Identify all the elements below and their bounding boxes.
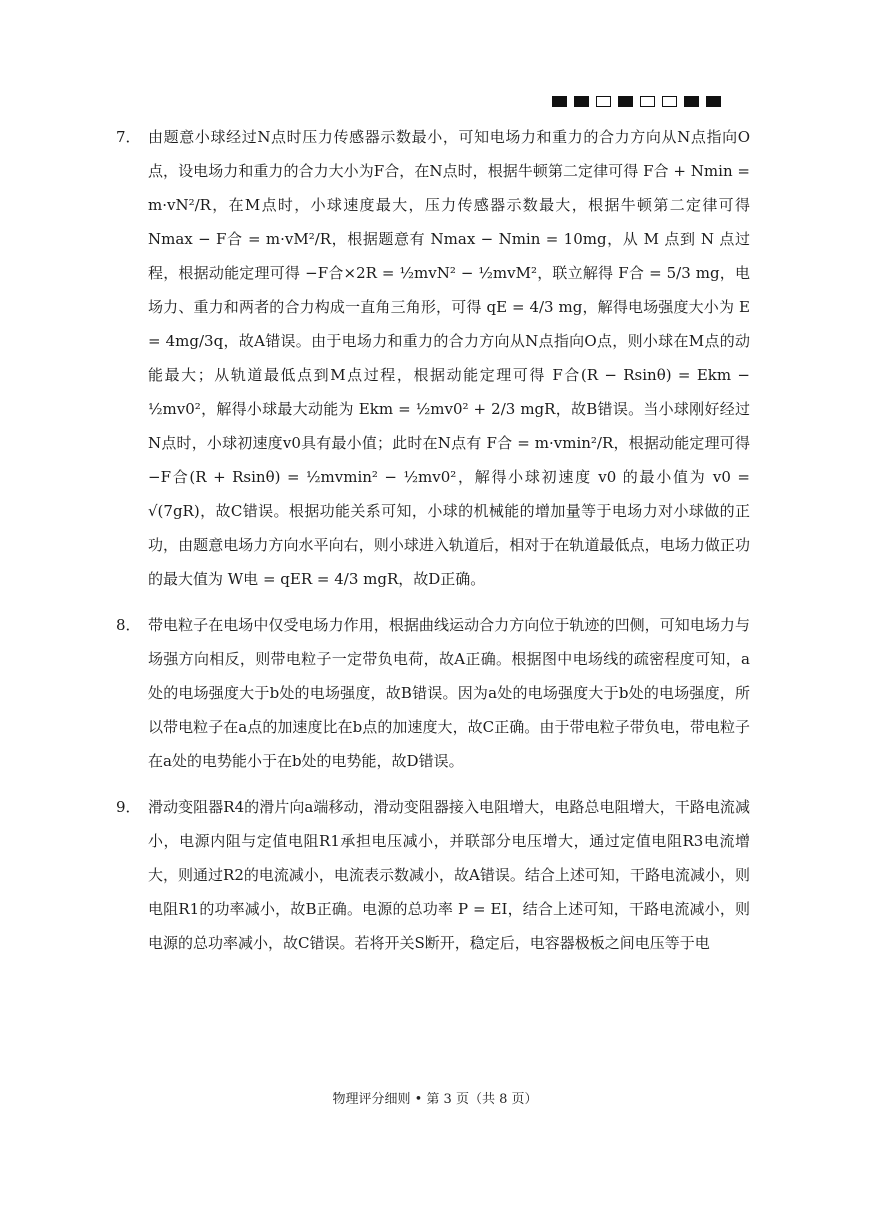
header-mark <box>684 96 699 107</box>
header-mark <box>618 96 633 107</box>
header-marks <box>552 96 721 107</box>
item-number: 7． <box>116 128 141 146</box>
answer-item-8 <box>116 608 750 778</box>
header-mark <box>706 96 721 107</box>
item-text: 由题意小球经过N点时压力传感器示数最小，可知电场力和重力的合力方向从N点指向O点，设电场力和重力的合力大小为F合，在N点时，根据牛顿第二定律可得 F合 + Nmin = m·vN²/R，在M点时，小球速度最大，压力传感器示数最大，根据牛顿第二定律可得 Nmax − F合 = m·vM²/R，根据题意有 Nmax − Nmin = 10mg，从 M 点到 N 点过程，根据动能定理可得 −F合×2R = ½mvN² − ½mvM²，联立解得 F合 = 5/3 mg，电场力、重力和两者的合力构成一直角三角形，可得 qE = 4/3 mg，解得电场强度大小为 E = 4mg/3q，故A错误。由于电场力和重力的合力方向从N点指向O点，则小球在M点的动能最大；从轨道最低点到M点过程，根据动能定理可得 F合(R − Rsinθ) = Ekm − ½mv0²，解得小球最大动能为 Ekm = ½mv0² + 2/3 mgR，故B错误。当小球刚好经过N点时，小球初速度v0具有最小值；此时在N点有 F合 = m·vmin²/R，根据动能定理可得 −F合(R + Rsinθ) = ½mvmin² − ½mv0²，解得小球初速度 v0 的最小值为 v0 = √(7gR)，故C错误。根据功能关系可知，小球的机械能的增加量等于电场力对小球做的正功，由题意电场力方向水平向右，则小球进入轨道后，相对于在轨道最低点，电场力做正功的最大值为 W电 = qER = 4/3 mgR，故D正确。 <box>148 128 750 588</box>
header-mark <box>640 96 655 107</box>
answer-content <box>116 120 750 960</box>
page-footer: 物理评分细则 • 第 3 页（共 8 页） <box>332 1092 538 1107</box>
header-mark <box>552 96 567 107</box>
answer-item-9 <box>116 790 750 960</box>
header-mark <box>596 96 611 107</box>
header-mark <box>574 96 589 107</box>
item-text: 带电粒子在电场中仅受电场力作用，根据曲线运动合力方向位于轨迹的凹侧，可知电场力与场强方向相反，则带电粒子一定带负电荷，故A正确。根据图中电场线的疏密程度可知，a处的电场强度大于b处的电场强度，故B错误。因为a处的电场强度大于b处的电场强度，所以带电粒子在a点的加速度比在b点的加速度大，故C正确。由于带电粒子带负电，带电粒子在a处的电势能小于在b处的电势能，故D错误。 <box>148 616 750 770</box>
item-number: 8． <box>116 616 141 634</box>
header-mark <box>662 96 677 107</box>
item-text: 滑动变阻器R4的滑片向a端移动，滑动变阻器接入电阻增大，电路总电阻增大，干路电流减小，电源内阻与定值电阻R1承担电压减小，并联部分电压增大，通过定值电阻R3电流增大，则通过R2的电流减小，电流表示数减小，故A错误。结合上述可知，干路电流减小，则电阻R1的功率减小，故B正确。电源的总功率 P = EI，结合上述可知，干路电流减小，则电源的总功率减小，故C错误。若将开关S断开，稳定后，电容器极板之间电压等于电 <box>148 798 750 952</box>
item-number: 9． <box>116 798 141 816</box>
answer-item-7 <box>116 120 750 596</box>
